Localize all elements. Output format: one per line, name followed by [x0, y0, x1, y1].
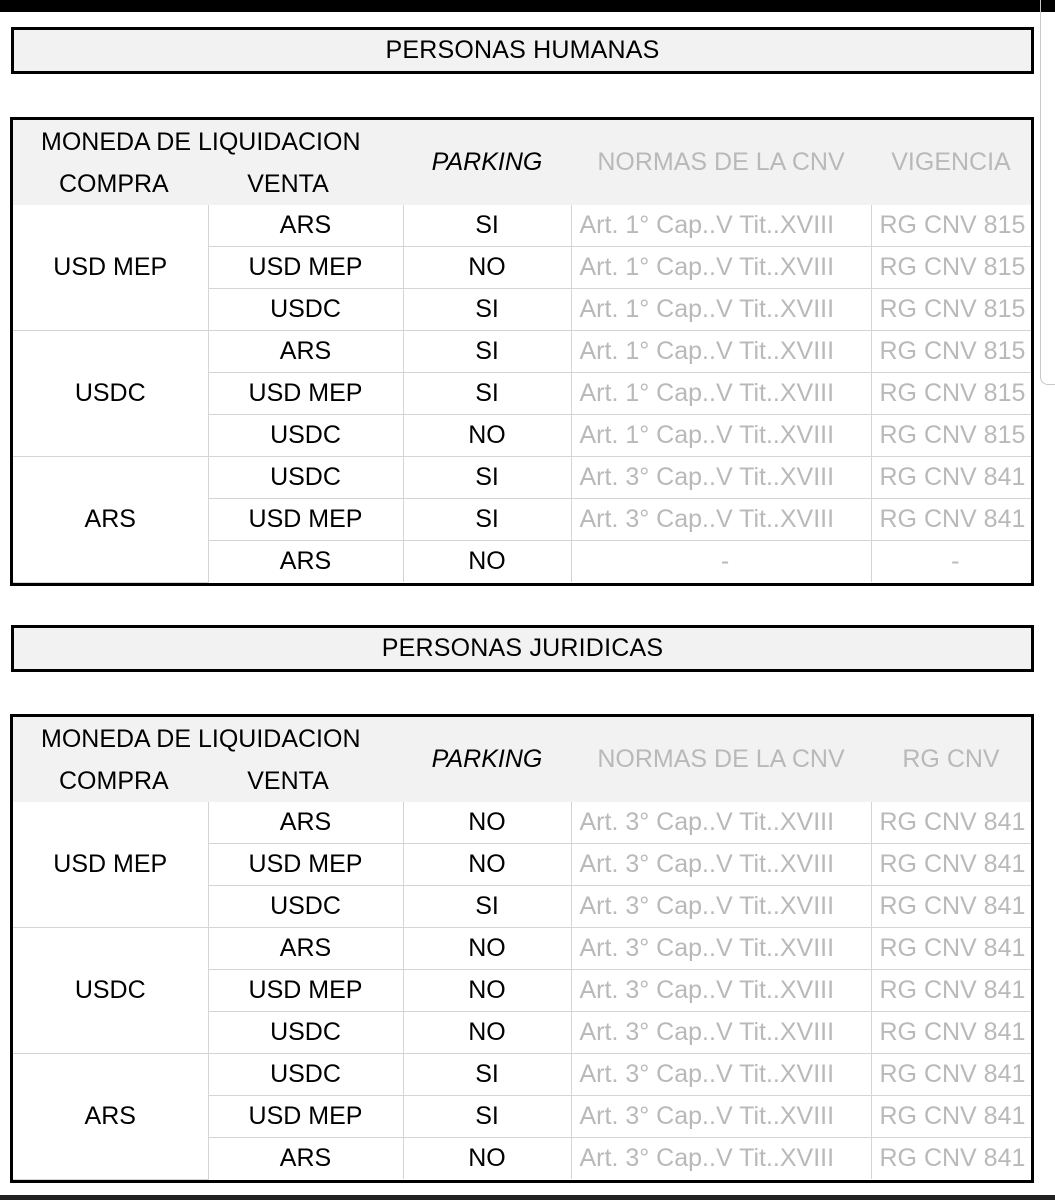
cell-venta: USD MEP: [208, 247, 403, 289]
table-row: [13, 928, 1031, 970]
cell-venta: USD MEP: [208, 970, 403, 1012]
cell-compra: USD MEP: [13, 205, 208, 331]
cell-venta: ARS: [208, 928, 403, 970]
cell-parking: NO: [403, 970, 571, 1012]
cell-norma: -: [571, 540, 871, 582]
cell-vigencia: RG CNV 841: [871, 1011, 1031, 1053]
cell-norma: Art. 3° Cap..V Tit..XVIII: [571, 886, 871, 928]
cell-parking: SI: [403, 886, 571, 928]
table-row: [13, 331, 1031, 373]
cell-parking: SI: [403, 456, 571, 498]
cell-norma: Art. 3° Cap..V Tit..XVIII: [571, 802, 871, 844]
cell-parking: NO: [403, 1137, 571, 1179]
cell-vigencia: RG CNV 841: [871, 456, 1031, 498]
cell-vigencia: RG CNV 841: [871, 970, 1031, 1012]
cell-norma: Art. 1° Cap..V Tit..XVIII: [571, 205, 871, 247]
cell-venta: USDC: [208, 414, 403, 456]
cell-vigencia: RG CNV 841: [871, 844, 1031, 886]
table-header-row: [13, 120, 1031, 205]
cell-norma: Art. 3° Cap..V Tit..XVIII: [571, 928, 871, 970]
header-rg-cnv: RG CNV: [871, 717, 1031, 802]
cell-venta: USD MEP: [208, 844, 403, 886]
table-personas-juridicas: [10, 714, 1034, 1183]
header-normas: NORMAS DE LA CNV: [571, 120, 871, 205]
cell-compra: ARS: [13, 1053, 208, 1179]
cell-compra: USD MEP: [13, 802, 208, 928]
cell-venta: ARS: [208, 540, 403, 582]
cell-vigencia: RG CNV 815: [871, 414, 1031, 456]
header-moneda: [13, 120, 403, 205]
header-compra: COMPRA: [59, 169, 169, 198]
bottom-bar: [0, 1195, 1055, 1200]
cell-norma: Art. 1° Cap..V Tit..XVIII: [571, 289, 871, 331]
cell-vigencia: RG CNV 841: [871, 498, 1031, 540]
table-row: [13, 456, 1031, 498]
cell-vigencia: RG CNV 815: [871, 289, 1031, 331]
cell-venta: ARS: [208, 331, 403, 373]
cell-parking: SI: [403, 289, 571, 331]
header-moneda-label: MONEDA DE LIQUIDACION: [41, 127, 361, 156]
cell-venta: ARS: [208, 205, 403, 247]
cell-venta: USD MEP: [208, 498, 403, 540]
section-title-personas-juridicas: PERSONAS JURIDICAS: [11, 625, 1034, 672]
cell-parking: NO: [403, 928, 571, 970]
cell-vigencia: RG CNV 841: [879, 1143, 1026, 1172]
cell-norma: Art. 3° Cap..V Tit..XVIII: [571, 1137, 871, 1179]
cell-venta: USD MEP: [208, 1095, 403, 1137]
cell-norma: Art. 3° Cap..V Tit..XVIII: [571, 1095, 871, 1137]
cell-venta: USD MEP: [208, 373, 403, 415]
top-bar: [0, 0, 1055, 12]
cell-venta: USDC: [208, 1011, 403, 1053]
cell-venta: USDC: [208, 289, 403, 331]
cell-vigencia: -: [951, 546, 960, 575]
cell-parking: SI: [403, 331, 571, 373]
scroll-edge: [1040, 0, 1055, 385]
cell-parking: NO: [403, 540, 571, 582]
cell-parking: SI: [403, 373, 571, 415]
cell-parking: SI: [403, 498, 571, 540]
cell-compra: USDC: [13, 928, 208, 1054]
cell-norma: Art. 3° Cap..V Tit..XVIII: [571, 844, 871, 886]
cell-vigencia: RG CNV 815: [871, 247, 1031, 289]
cell-norma: Art. 3° Cap..V Tit..XVIII: [571, 456, 871, 498]
cell-vigencia: RG CNV 815: [871, 373, 1031, 415]
header-vigencia: VIGENCIA: [871, 120, 1031, 205]
cell-venta: ARS: [208, 1137, 403, 1179]
cell-parking: SI: [403, 1095, 571, 1137]
cell-venta: USDC: [208, 456, 403, 498]
cell-vigencia: RG CNV 815: [871, 331, 1031, 373]
table-row: [13, 1053, 1031, 1095]
table-row: [13, 205, 1031, 247]
cell-parking: NO: [403, 802, 571, 844]
table-header-row: [13, 717, 1031, 802]
cell-vigencia: RG CNV 815: [871, 205, 1031, 247]
table-row: [13, 802, 1031, 844]
cell-compra: USDC: [13, 331, 208, 457]
cell-parking: NO: [403, 1011, 571, 1053]
section-title-personas-humanas: PERSONAS HUMANAS: [11, 27, 1034, 74]
cell-norma: Art. 1° Cap..V Tit..XVIII: [571, 247, 871, 289]
header-venta: VENTA: [247, 766, 329, 795]
cell-vigencia: RG CNV 841: [871, 1095, 1031, 1137]
header-parking: PARKING: [403, 120, 571, 205]
cell-norma: Art. 3° Cap..V Tit..XVIII: [571, 498, 871, 540]
header-parking: PARKING: [403, 717, 571, 802]
cell-parking: SI: [403, 205, 571, 247]
header-venta: VENTA: [247, 169, 329, 198]
cell-parking: NO: [403, 414, 571, 456]
cell-vigencia: RG CNV 841: [871, 886, 1031, 928]
cell-norma: Art. 3° Cap..V Tit..XVIII: [571, 1011, 871, 1053]
cell-parking: NO: [403, 247, 571, 289]
cell-vigencia: RG CNV 841: [871, 1053, 1031, 1095]
header-normas: NORMAS DE LA CNV: [571, 717, 871, 802]
cell-compra: ARS: [13, 456, 208, 582]
cell-norma: Art. 1° Cap..V Tit..XVIII: [571, 331, 871, 373]
cell-norma: Art. 1° Cap..V Tit..XVIII: [571, 373, 871, 415]
header-moneda: [13, 717, 403, 802]
cell-vigencia: RG CNV 841: [871, 928, 1031, 970]
header-compra: COMPRA: [59, 766, 169, 795]
cell-norma: Art. 3° Cap..V Tit..XVIII: [571, 1053, 871, 1095]
cell-norma: Art. 3° Cap..V Tit..XVIII: [571, 970, 871, 1012]
cell-norma: Art. 1° Cap..V Tit..XVIII: [571, 414, 871, 456]
cell-venta: USDC: [208, 886, 403, 928]
table-personas-humanas: [10, 117, 1034, 586]
cell-vigencia: RG CNV 841: [871, 802, 1031, 844]
cell-venta: USDC: [208, 1053, 403, 1095]
header-moneda-label: MONEDA DE LIQUIDACION: [41, 724, 361, 753]
cell-parking: NO: [403, 844, 571, 886]
cell-venta: ARS: [208, 802, 403, 844]
cell-parking: SI: [403, 1053, 571, 1095]
